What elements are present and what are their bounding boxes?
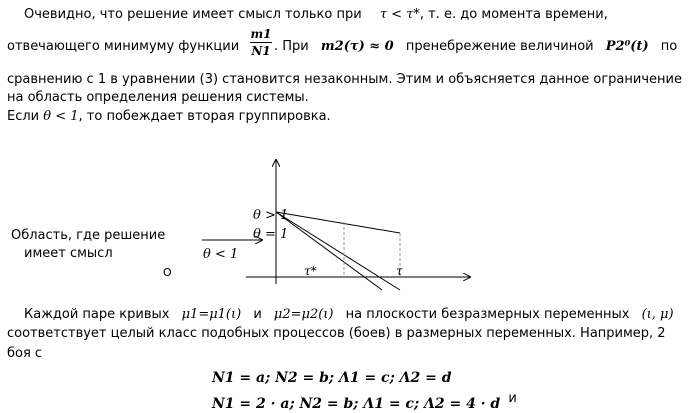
label-theta-gt-1: θ > 1 xyxy=(253,208,289,223)
p2-line-1-and: и xyxy=(253,307,262,322)
p1-line-5-text-a: Если xyxy=(7,109,40,124)
equation-1: N1 = a; N2 = b; Λ1 = c; Λ2 = d xyxy=(212,370,452,386)
label-tau: τ xyxy=(396,264,403,278)
p1-line-2-text-b: . При xyxy=(274,39,309,54)
p1-line-2-math: m2(τ) ≈ 0 xyxy=(320,39,394,54)
p2-line-1 xyxy=(24,307,674,323)
label-tau-star: τ* xyxy=(304,264,317,278)
equation-2-suffix: и xyxy=(508,391,517,406)
p1-line-5-math: θ < 1 xyxy=(43,109,79,124)
p1-line-3: сравнению с 1 в уравнении (3) становится незаконным. Этим и объясняется данное ограничение xyxy=(7,72,682,87)
curve-theta-eq-1-b xyxy=(276,212,382,290)
p2-line-1-mu1: μ1=μ1(ι) xyxy=(181,307,242,322)
label-theta-eq-1: θ = 1 xyxy=(253,227,289,242)
p1-line-2-math-2: P2⁰(t) xyxy=(605,39,649,54)
label-theta-lt-1: θ < 1 xyxy=(203,247,239,262)
p1-line-1-math: τ < τ* xyxy=(379,7,420,22)
p2-line-1-coords: (ι, μ) xyxy=(641,307,674,322)
fraction-denominator: N1 xyxy=(251,44,271,58)
p1-line-2-text-a: отвечающего минимуму функции xyxy=(7,39,240,54)
curve-theta-eq-1-a xyxy=(276,212,400,290)
p1-line-5-text-b: , то побеждает вторая группировка. xyxy=(78,109,331,124)
region-label-line-2: имеет смысл xyxy=(24,246,113,261)
p1-line-2-text-d: по xyxy=(660,39,678,54)
p2-line-1-text-a: Каждой паре кривых xyxy=(24,307,170,322)
p1-line-2-text-c: пренебрежение величиной xyxy=(405,39,594,54)
origin-label: O xyxy=(163,266,172,279)
p2-line-2: соответствует целый класс подобных процессов (боев) в размерных переменных. Например, 2 xyxy=(7,326,666,341)
region-label-line-1: Область, где решение xyxy=(11,228,166,243)
p1-line-1-text-a: Очевидно, что решение имеет смысл только при xyxy=(24,7,362,22)
p2-line-3: боя с xyxy=(7,346,43,361)
equation-2: N1 = 2 · a; N2 = b; Λ1 = c; Λ2 = 4 · d xyxy=(212,396,501,412)
p2-line-1-mu2: μ2=μ2(ι) xyxy=(273,307,334,322)
p2-line-1-text-b: на плоскости безразмерных переменных xyxy=(345,307,630,322)
curve-theta-gt-1 xyxy=(276,212,400,233)
p1-line-1-text-b: , т. е. до момента времени, xyxy=(419,7,608,22)
p1-line-4: на область определения решения системы. xyxy=(7,90,309,105)
fraction-numerator: m1 xyxy=(250,27,272,41)
